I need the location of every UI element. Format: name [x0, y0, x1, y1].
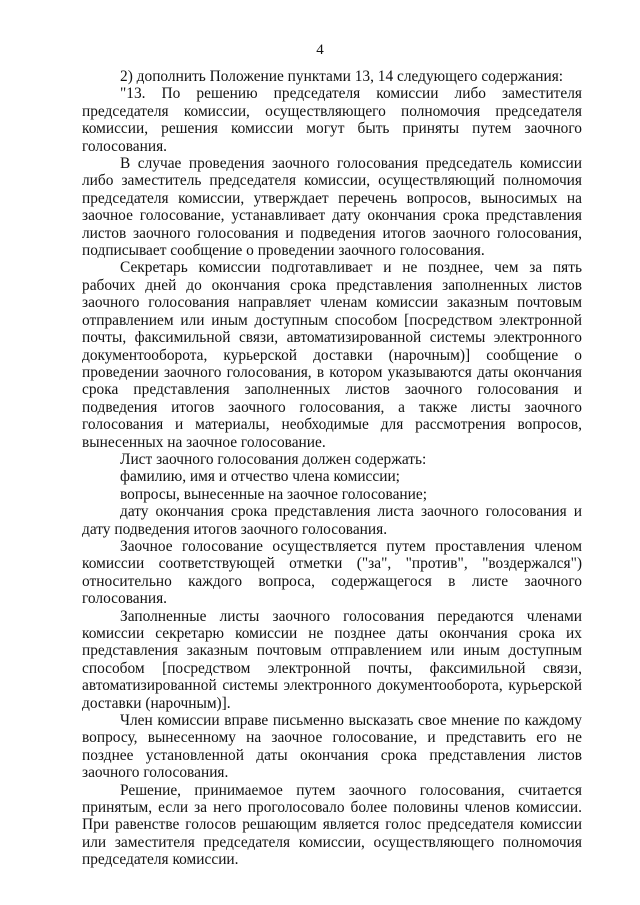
paragraph-ballot-contents-intro: Лист заочного голосования должен содержать: — [120, 450, 427, 468]
paragraph-chair-duties: В случае проведения заочного голосования председатель комиссии либо заместитель председателя комиссии, осуществляющий полномочия председателя комиссии, утверждает перечень вопросов, выносимых на заочное голосование, устанавливает дату окончания срока представления листов заочного голосования и подведения итогов заочного голосования, подписывает сообщение о проведении заочного голосования. — [82, 155, 582, 260]
page-number: 4 — [316, 42, 324, 58]
paragraph-ballot-submission: Заполненные листы заочного голосования передаются членами комиссии секретарю комиссии не позднее даты окончания срока их представления заказным почтовым отправлением или иным доступным способом [посредством электронной почты, факсимильной связи, автоматизированной системы электронного документооборота, курьерской доставки (нарочным)]. — [82, 607, 582, 712]
paragraph-ballot-dates: дату окончания срока представления листа заочного голосования и дату подведения итогов заочного голосования. — [82, 503, 582, 538]
paragraph-item-13: "13. По решению председателя комиссии либо заместителя председателя комиссии, осуществляющего полномочия председателя комиссии, решения комиссии могут быть приняты путем заочного голосования. — [82, 85, 582, 155]
paragraph-amendment-intro: 2) дополнить Положение пунктами 13, 14 следующего содержания: — [120, 68, 564, 85]
document-body — [82, 68, 582, 869]
paragraph-written-opinion: Член комиссии вправе письменно высказать свое мнение по каждому вопросу, вынесенному на заочное голосование, и представить его не позднее установленной даты окончания срока представления листов заочного голосования. — [82, 712, 582, 782]
paragraph-voting-method: Заочное голосование осуществляется путем проставления членом комиссии соответствующей отметки ("за", "против", "воздержался") относительно каждого вопроса, содержащегося в листе заочного голосования. — [82, 537, 582, 608]
paragraph-secretary-duties: Секретарь комиссии подготавливает и не позднее, чем за пять рабочих дней до окончания срока представления заполненных листов заочного голосования направляет членам комиссии заказным почтовым отправлением или иным доступным способом [посредством электронной почты, факсимильной связи, автоматизированной системы электронного документооборота, курьерской доставки (нарочным)] сообщение о проведении заочного голосования, в котором указываются даты окончания срока представления заполненных листов заочного голосования и подведения итогов заочного голосования, а также листы заочного голосования и материалы, необходимые для рассмотрения вопросов, вынесенных на заочное голосование. — [82, 259, 582, 451]
paragraph-ballot-questions: вопросы, вынесенные на заочное голосование; — [120, 485, 427, 503]
paragraph-ballot-name: фамилию, имя и отчество члена комиссии; — [120, 468, 400, 486]
paragraph-decision-rule: Решение, принимаемое путем заочного голосования, считается принятым, если за него проголосовало более половины членов комиссии. При равенстве голосов решающим является голос председателя комиссии или заместителя председателя комиссии, осуществляющего полномочия председателя комиссии. — [82, 781, 582, 869]
